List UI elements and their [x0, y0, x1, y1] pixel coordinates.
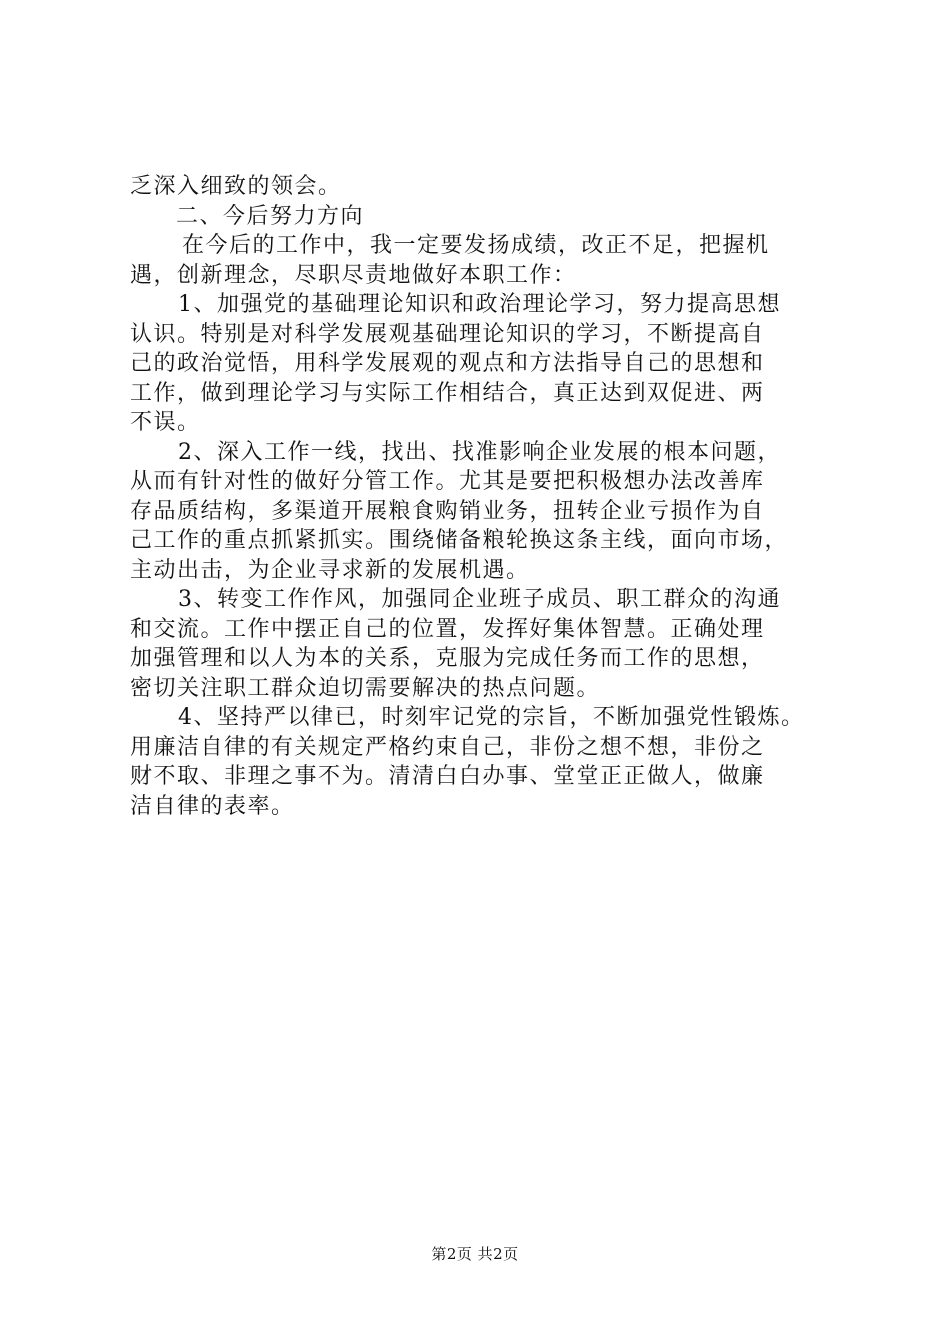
- text-line: 4、坚持严以律已，时刻牢记党的宗旨，不断加强党性锻炼。: [178, 705, 805, 730]
- text-line: 2、深入工作一线，找出、找准影响企业发展的根本问题，: [178, 439, 781, 465]
- text-line: 认识。特别是对科学发展观基础理论知识的学习，不断提高自: [130, 321, 765, 347]
- text-line: 主动出击，为企业寻求新的发展机遇。: [130, 557, 530, 583]
- text-line: 己工作的重点抓紧抓实。围绕储备粮轮换这条主线，面向市场，: [130, 528, 789, 553]
- text-line: 己的政治觉悟，用科学发展观的观点和方法指导自己的思想和: [130, 351, 765, 376]
- text-line: 工作，做到理论学习与实际工作相结合，真正达到双促进、两: [130, 380, 765, 406]
- text-line: 不误。: [130, 410, 201, 435]
- text-line: 在今后的工作中，我一定要发扬成绩，改正不足，把握机: [182, 233, 770, 258]
- text-line: 财不取、非理之事不为。清清白白办事、堂堂正正做人，做廉: [130, 764, 765, 789]
- text-line: 密切关注职工群众迫切需要解决的热点问题。: [130, 675, 601, 701]
- document-body: [130, 172, 830, 821]
- text-line: 遇，创新理念，尽职尽责地做好本职工作：: [130, 262, 577, 288]
- text-line: 和交流。工作中摆正自己的位置，发挥好集体智慧。正确处理: [130, 616, 765, 642]
- text-line: 用廉洁自律的有关规定严格约束自己，非份之想不想，非份之: [130, 734, 765, 760]
- text-line: 加强管理和以人为本的关系，克服为完成任务而工作的思想，: [130, 646, 765, 671]
- text-line: 二、今后努力方向: [176, 203, 365, 229]
- text-line: 洁自律的表率。: [130, 793, 295, 819]
- text-line: 1、加强党的基础理论知识和政治理论学习，努力提高思想: [178, 292, 781, 317]
- text-line: 从而有针对性的做好分管工作。尤其是要把积极想办法改善库: [130, 469, 765, 494]
- text-line: 乏深入细致的领会。: [130, 174, 342, 199]
- text-line: 3、转变工作作风，加强同企业班子成员、职工群众的沟通: [178, 587, 781, 612]
- page-footer: 第2页 共2页: [431, 1245, 519, 1263]
- text-line: 存品质结构，多渠道开展粮食购销业务，扭转企业亏损作为自: [130, 498, 765, 524]
